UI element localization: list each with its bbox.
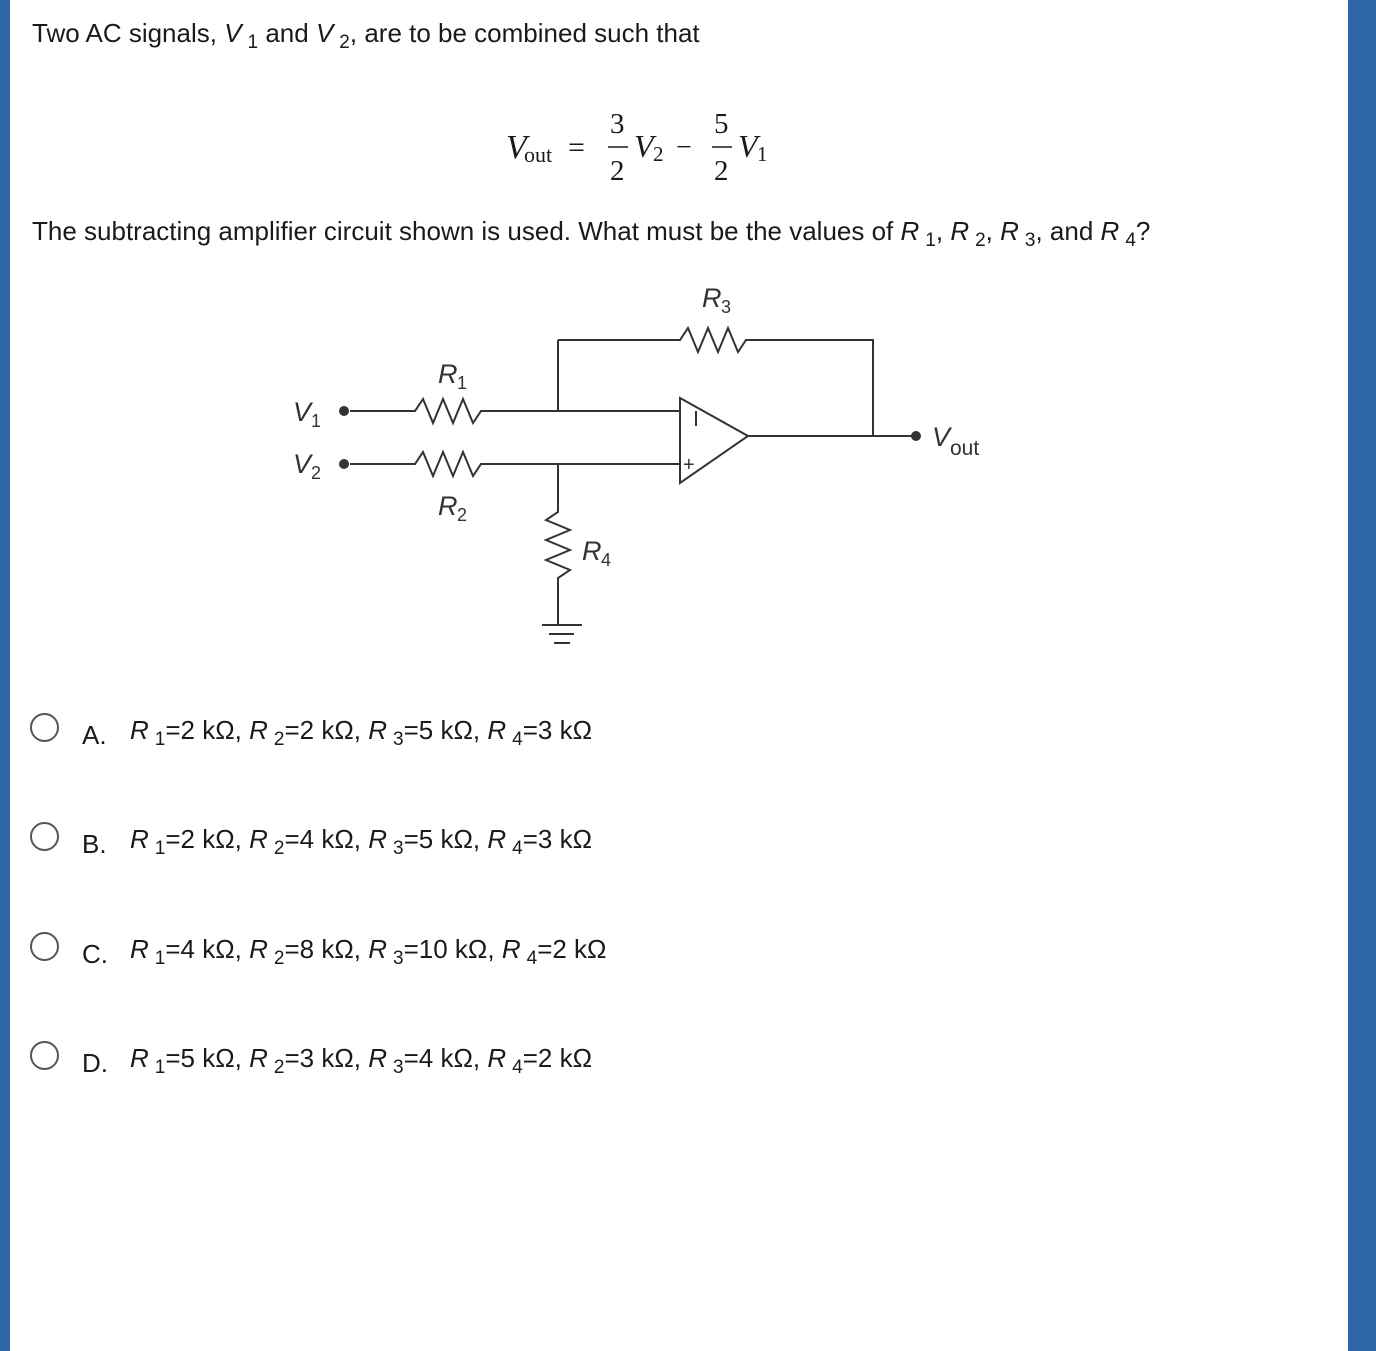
r3-subscript: 3 bbox=[1024, 230, 1036, 251]
question-prompt bbox=[32, 216, 1151, 251]
eq-vout-subscript: out bbox=[524, 142, 553, 167]
label-r2-sub: 2 bbox=[457, 505, 468, 525]
label-r1-sub: 1 bbox=[457, 373, 468, 393]
option-d-text: R $_1$=5 kΩ, R $_2$=3 kΩ, R $_3$=4 kΩ, R $_4$=2 kΩ bbox=[130, 1043, 593, 1078]
label-v1-sub: 1 bbox=[311, 411, 322, 431]
v2-symbol: V bbox=[315, 18, 334, 48]
eq-den1: 2 bbox=[610, 155, 625, 186]
option-d-radio[interactable] bbox=[30, 1041, 59, 1070]
and-text: and bbox=[258, 18, 316, 48]
label-vout-sub: out bbox=[950, 437, 980, 460]
vout-equation bbox=[504, 104, 784, 186]
intro-text-a: Two AC signals, bbox=[32, 18, 225, 48]
v1-symbol: V bbox=[224, 18, 242, 48]
eq-term1-symbol: V bbox=[634, 128, 654, 164]
option-a-text: R $_1$=2 kΩ, R $_2$=2 kΩ, R $_3$=5 kΩ, R $_4$=3 kΩ bbox=[130, 715, 593, 750]
question-intro bbox=[32, 18, 700, 53]
option-a[interactable] bbox=[30, 713, 730, 753]
v2-terminal bbox=[339, 459, 349, 469]
option-c-radio[interactable] bbox=[30, 932, 59, 961]
option-b-text: R $_1$=2 kΩ, R $_2$=4 kΩ, R $_3$=5 kΩ, R $_4$=3 kΩ bbox=[130, 824, 593, 859]
option-d[interactable] bbox=[30, 1041, 730, 1081]
eq-den2: 2 bbox=[714, 155, 729, 186]
r1-resistor bbox=[350, 399, 680, 423]
label-r4: R bbox=[582, 536, 602, 566]
label-r1: R bbox=[438, 359, 458, 389]
r3-symbol: R bbox=[1000, 216, 1019, 246]
eq-num2: 5 bbox=[714, 108, 729, 140]
option-c[interactable] bbox=[30, 932, 730, 972]
label-v2-sub: 2 bbox=[311, 463, 322, 483]
label-r3: R bbox=[702, 283, 722, 313]
r3-feedback-resistor bbox=[558, 328, 873, 436]
label-r2: R bbox=[438, 491, 458, 521]
option-b-radio[interactable] bbox=[30, 822, 59, 851]
option-b[interactable] bbox=[30, 822, 730, 862]
and-word: , and bbox=[1035, 216, 1101, 246]
option-d-letter: D. bbox=[82, 1048, 108, 1078]
option-b-letter: B. bbox=[82, 829, 107, 859]
r4-symbol: R bbox=[1100, 216, 1120, 246]
v2-subscript: 2 bbox=[339, 32, 350, 53]
eq-term2-symbol: V bbox=[738, 128, 758, 164]
r1-subscript: 1 bbox=[925, 230, 936, 251]
right-scrollbar-track[interactable] bbox=[1348, 0, 1376, 1351]
eq-term1-subscript: 2 bbox=[653, 142, 664, 166]
eq-equals: = bbox=[568, 131, 585, 164]
label-r3-sub: 3 bbox=[721, 297, 732, 317]
question-mark: ? bbox=[1135, 216, 1151, 246]
option-c-letter: C. bbox=[82, 939, 108, 969]
option-a-radio[interactable] bbox=[30, 713, 59, 742]
r4-subscript: 4 bbox=[1125, 230, 1136, 251]
op-amp-plus-sign: + bbox=[683, 454, 695, 476]
v1-terminal bbox=[339, 406, 349, 416]
eq-num1: 3 bbox=[610, 108, 625, 140]
r4-resistor bbox=[546, 464, 570, 625]
comma-1: , bbox=[935, 216, 951, 246]
r2-resistor bbox=[350, 452, 680, 476]
r2-subscript: 2 bbox=[975, 230, 986, 251]
label-v2: V bbox=[293, 449, 312, 479]
option-c-text: R $_1$=4 kΩ, R $_2$=8 kΩ, R $_3$=10 kΩ, R $_4$=2 kΩ bbox=[130, 934, 607, 969]
eq-term2-subscript: 1 bbox=[757, 142, 768, 166]
intro-text-b: , are to be combined such that bbox=[349, 18, 700, 48]
eq-minus: − bbox=[676, 132, 692, 163]
option-a-letter: A. bbox=[82, 720, 107, 750]
r1-symbol: R bbox=[900, 216, 920, 246]
comma-2: , bbox=[985, 216, 1001, 246]
prompt-text: The subtracting amplifier circuit shown is used. What must be the values of bbox=[32, 216, 901, 246]
r2-symbol: R bbox=[950, 216, 970, 246]
label-v1: V bbox=[293, 397, 312, 427]
eq-vout-symbol: V bbox=[506, 129, 527, 166]
v1-subscript: 1 bbox=[247, 32, 259, 53]
circuit-diagram bbox=[280, 275, 1000, 660]
label-vout: V bbox=[932, 422, 951, 452]
label-r4-sub: 4 bbox=[601, 550, 612, 570]
vout-terminal bbox=[911, 431, 921, 441]
